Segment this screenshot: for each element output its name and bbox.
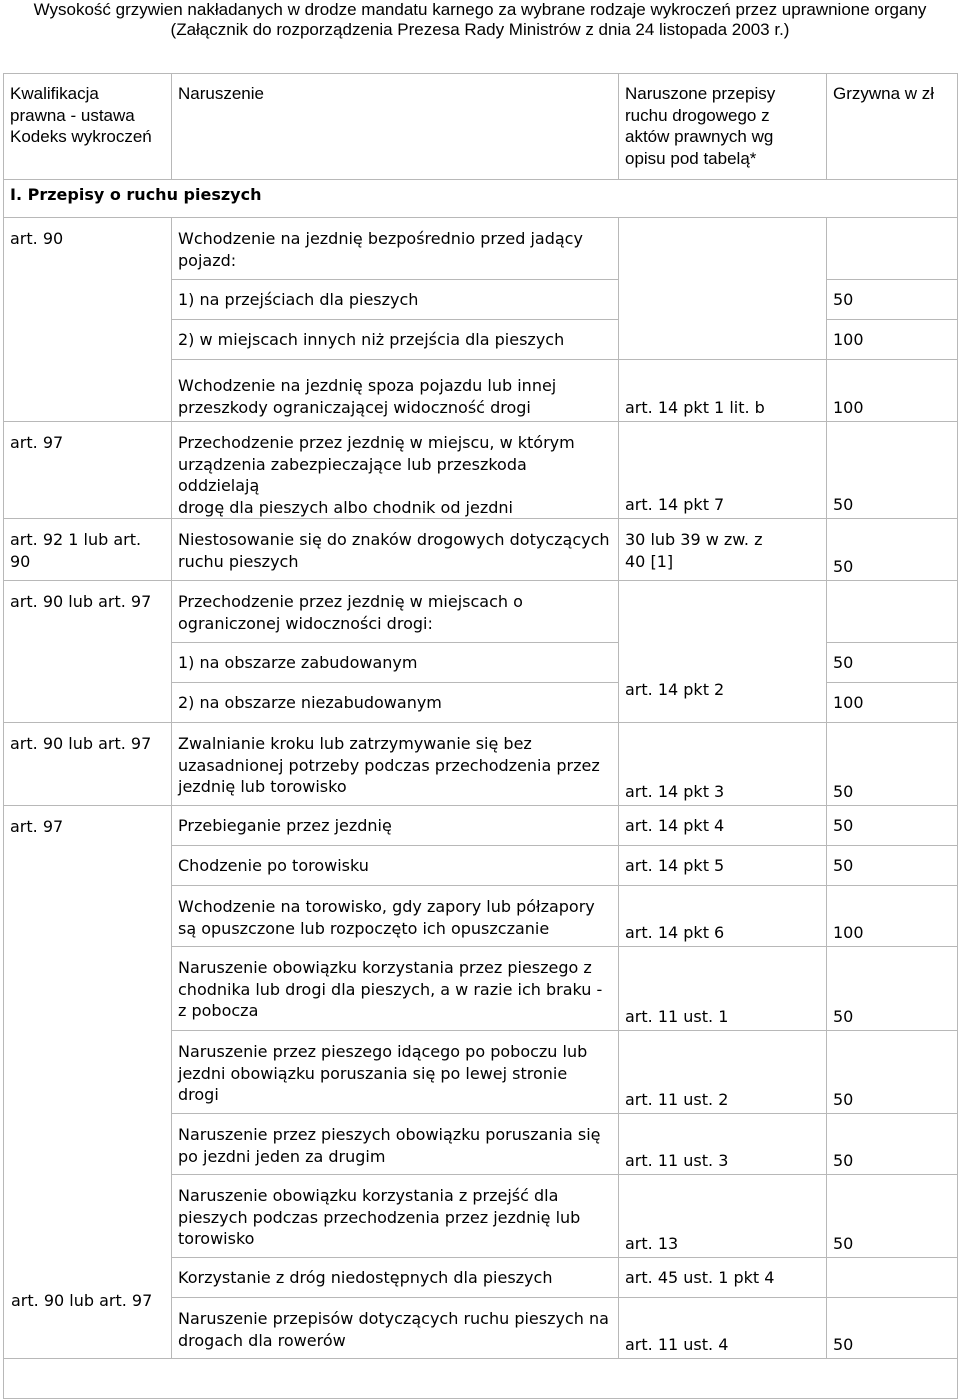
violation-cell: Zwalnianie kroku lub zatrzymywanie się bez uzasadnionej potrzeby podczas przechodzenia przez jezdnię lub torowisko — [172, 723, 619, 806]
table-header-row — [4, 74, 958, 180]
table-row — [4, 723, 958, 806]
table-row — [4, 581, 958, 643]
table-row — [4, 218, 958, 280]
fine-cell: 50 — [827, 422, 958, 519]
violation-cell: Przebieganie przez jezdnię — [172, 806, 619, 846]
violation-cell: Korzystanie z dróg niedostępnych dla pieszych — [172, 1258, 619, 1298]
rule-cell: 30 lub 39 w zw. z 40 [1] — [619, 519, 827, 581]
fine-cell: 100 — [827, 886, 958, 947]
fine-cell: 50 — [827, 1175, 958, 1258]
violation-cell: Naruszenie przez pieszego idącego po poboczu lub jezdni obowiązku poruszania się po lewej stronie drogi — [172, 1031, 619, 1114]
violation-cell: Przechodzenie przez jezdnię w miejscu, w którym urządzenia zabezpieczające lub przeszkoda oddzielają drogę dla pieszych albo chodnik od jezdni — [172, 422, 619, 519]
legal-basis-cell: art. 97 — [4, 806, 172, 1359]
empty-cell — [4, 1359, 958, 1399]
fine-cell: 50 — [827, 519, 958, 581]
fine-cell: 100 — [827, 360, 958, 422]
violation-cell: 2) w miejscach innych niż przejścia dla pieszych — [172, 320, 619, 360]
rule-cell: art. 13 — [619, 1175, 827, 1258]
fine-cell: 50 — [827, 806, 958, 846]
title-line-2: (Załącznik do rozporządzenia Prezesa Rady Ministrów z dnia 24 listopada 2003 r.) — [170, 20, 790, 39]
header-traffic-rules: Naruszone przepisy ruchu drogowego z aktów prawnych wg opisu pod tabelą* — [619, 74, 827, 180]
fine-cell — [827, 581, 958, 643]
fine-cell: 50 — [827, 1114, 958, 1175]
violation-cell: Naruszenie przepisów dotyczących ruchu pieszych na drogach dla rowerów — [172, 1298, 619, 1359]
violation-cell: Wchodzenie na jezdnię spoza pojazdu lub innej przeszkody ograniczającej widoczność drogi — [172, 360, 619, 422]
violation-cell: Chodzenie po torowisku — [172, 846, 619, 886]
legal-basis-cell: art. 90 lub art. 97 — [4, 723, 172, 806]
fines-table — [3, 73, 958, 1399]
table-row — [4, 519, 958, 581]
table-row — [4, 806, 958, 846]
violation-cell: Niestosowanie się do znaków drogowych dotyczących ruchu pieszych — [172, 519, 619, 581]
table-row-empty — [4, 1359, 958, 1399]
rule-cell: art. 14 pkt 6 — [619, 886, 827, 947]
header-fine: Grzywna w zł — [827, 74, 958, 180]
header-legal-basis: Kwalifikacja prawna - ustawa Kodeks wykroczeń — [4, 74, 172, 180]
legal-basis-last: art. 90 lub art. 97 — [11, 1290, 161, 1312]
fine-cell: 50 — [827, 846, 958, 886]
fine-cell — [827, 218, 958, 280]
rule-cell: art. 45 ust. 1 pkt 4 — [619, 1258, 827, 1298]
rule-cell: art. 14 pkt 2 — [619, 581, 827, 723]
section-row — [4, 180, 958, 218]
legal-basis-cell: art. 92 1 lub art. 90 — [4, 519, 172, 581]
document-title — [0, 0, 960, 40]
rule-cell: art. 11 ust. 4 — [619, 1298, 827, 1359]
rule-cell: art. 14 pkt 7 — [619, 422, 827, 519]
violation-cell: Wchodzenie na jezdnię bezpośrednio przed jadący pojazd: — [172, 218, 619, 280]
rule-cell: art. 11 ust. 1 — [619, 947, 827, 1031]
legal-basis-cell: art. 97 — [4, 422, 172, 519]
violation-cell: 1) na przejściach dla pieszych — [172, 280, 619, 320]
fine-cell: 50 — [827, 643, 958, 683]
fine-cell: 50 — [827, 947, 958, 1031]
rule-cell: art. 14 pkt 1 lit. b — [619, 360, 827, 422]
rule-cell: art. 14 pkt 5 — [619, 846, 827, 886]
fine-cell: 50 — [827, 280, 958, 320]
violation-cell: 2) na obszarze niezabudowanym — [172, 683, 619, 723]
fine-cell: 100 — [827, 683, 958, 723]
fine-cell: 50 — [827, 723, 958, 806]
title-line-1: Wysokość grzywien nakładanych w drodze mandatu karnego za wybrane rodzaje wykroczeń przez uprawnione organy — [33, 0, 927, 19]
header-violation: Naruszenie — [172, 74, 619, 180]
fine-cell — [827, 1258, 958, 1298]
fine-cell: 100 — [827, 320, 958, 360]
violation-cell: Naruszenie przez pieszych obowiązku poruszania się po jezdni jeden za drugim — [172, 1114, 619, 1175]
fine-cell: 50 — [827, 1298, 958, 1359]
rule-cell: art. 11 ust. 2 — [619, 1031, 827, 1114]
section-title: I. Przepisy o ruchu pieszych — [4, 180, 958, 218]
violation-cell: Wchodzenie na torowisko, gdy zapory lub półzapory są opuszczone lub rozpoczęto ich opuszczanie — [172, 886, 619, 947]
violation-cell: Naruszenie obowiązku korzystania z przejść dla pieszych podczas przechodzenia przez jezdnię lub torowisko — [172, 1175, 619, 1258]
rule-cell: art. 14 pkt 3 — [619, 723, 827, 806]
rule-cell: art. 11 ust. 3 — [619, 1114, 827, 1175]
violation-cell: Przechodzenie przez jezdnię w miejscach o ograniczonej widoczności drogi: — [172, 581, 619, 643]
rule-cell: art. 14 pkt 4 — [619, 806, 827, 846]
legal-basis-cell: art. 90 lub art. 97 — [4, 581, 172, 723]
fine-cell: 50 — [827, 1031, 958, 1114]
table-row — [4, 422, 958, 519]
legal-basis-cell: art. 90 — [4, 218, 172, 422]
violation-cell: 1) na obszarze zabudowanym — [172, 643, 619, 683]
rule-cell — [619, 218, 827, 360]
violation-cell: Naruszenie obowiązku korzystania przez pieszego z chodnika lub drogi dla pieszych, a w razie ich braku - z pobocza — [172, 947, 619, 1031]
